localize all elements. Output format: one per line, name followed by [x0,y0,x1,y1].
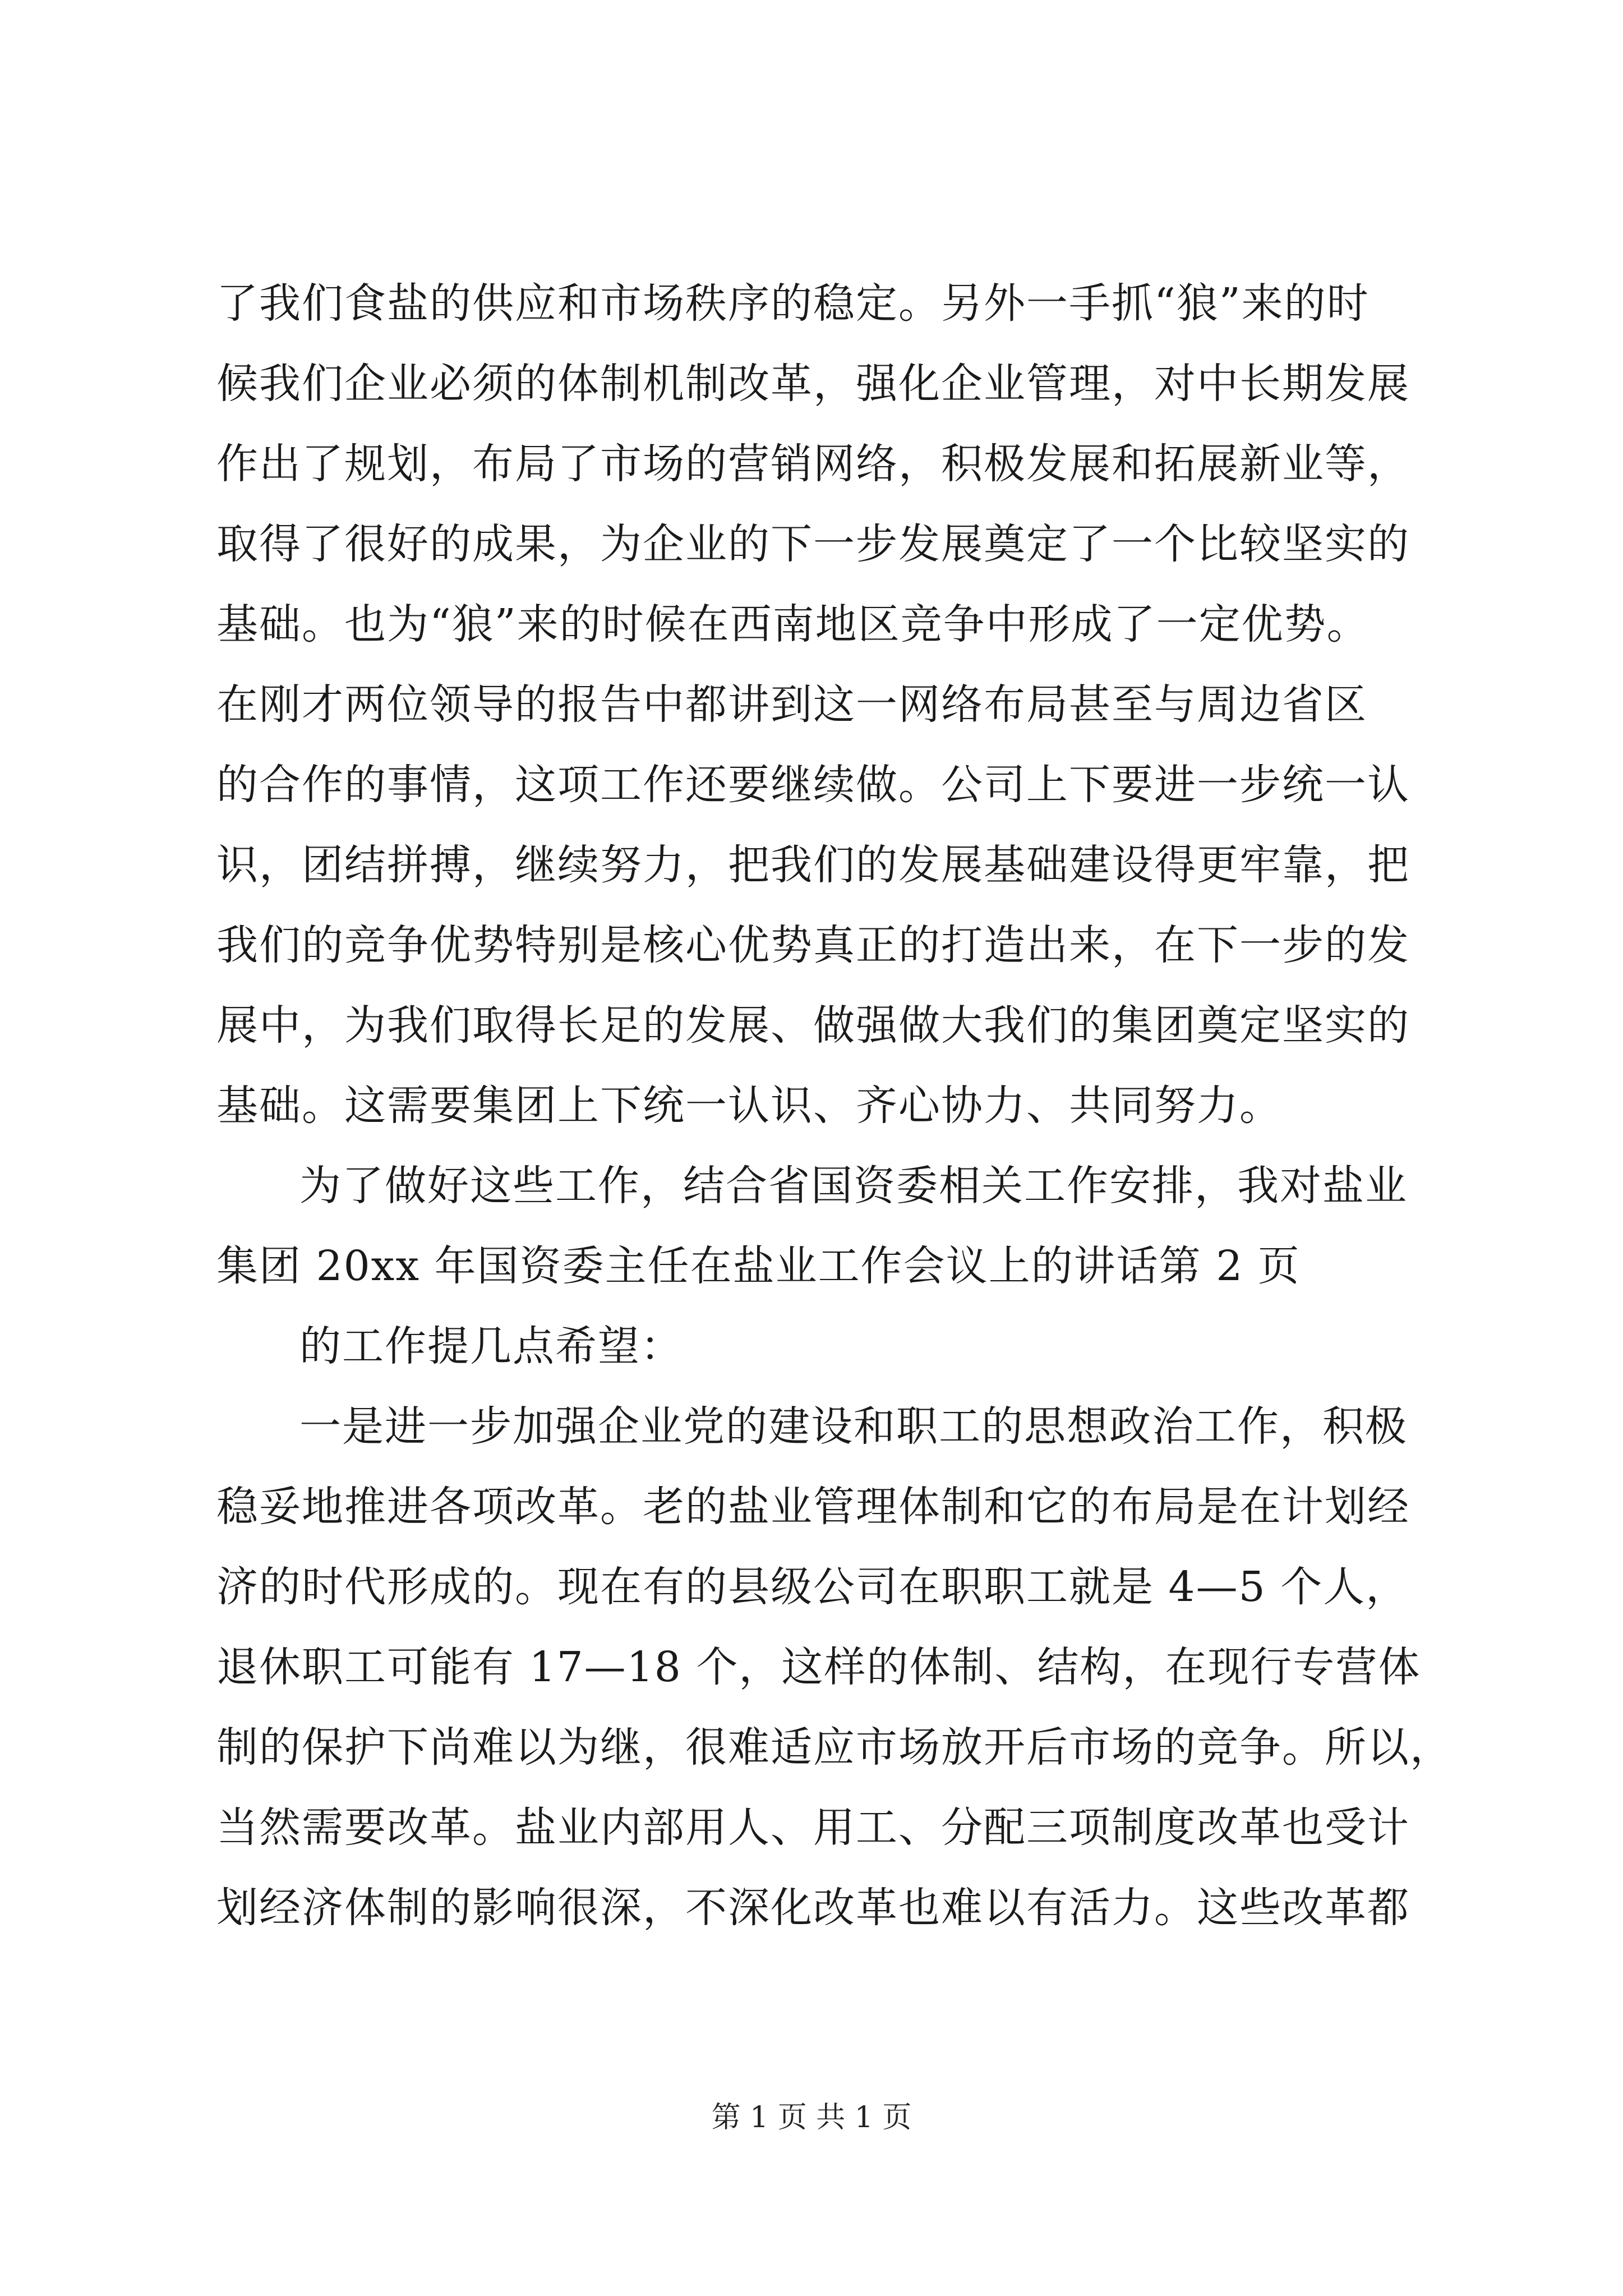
document-body [216,264,1453,1948]
text-line: 了我们食盐的供应和市场秩序的稳定。另外一手抓“狼”来的时 [216,279,1370,328]
text-line: 集团 20xx 年国资委主任在盐业工作会议上的讲话第 2 页 [216,1242,1301,1290]
text-line: 在刚才两位领导的报告中都讲到这一网络布局甚至与周边省区 [216,680,1367,729]
text-line: 我们的竞争优势特别是核心优势真正的打造出来，在下一步的发 [216,921,1410,969]
text-line: 的合作的事情，这项工作还要继续做。公司上下要进一步统一认 [216,761,1410,809]
text-line: 当然需要改革。盐业内部用人、用工、分配三项制度改革也受计 [216,1803,1410,1852]
page-number-footer: 第 1 页 共 1 页 [711,2101,912,2134]
text-line: 识，团结拼搏，继续努力，把我们的发展基础建设得更牢靠，把 [216,841,1410,889]
text-line: 取得了很好的成果，为企业的下一步发展奠定了一个比较坚实的 [216,520,1410,568]
text-line: 候我们企业必须的体制机制改革，强化企业管理，对中长期发展 [216,360,1410,408]
text-line: 划经济体制的影响很深，不深化改革也难以有活力。这些改革都 [216,1884,1410,1932]
text-line: 退休职工可能有 17—18 个，这样的体制、结构，在现行专营体 [216,1643,1421,1691]
text-line: 展中，为我们取得长足的发展、做强做大我们的集团奠定坚实的 [216,1001,1410,1050]
paragraph-start-line: 为了做好这些工作，结合省国资委相关工作安排，我对盐业 [299,1162,1408,1210]
text-line: 基础。这需要集团上下统一认识、齐心协力、共同努力。 [216,1082,1282,1130]
text-line: 稳妥地推进各项改革。老的盐业管理体制和它的布局是在计划经 [216,1483,1410,1531]
text-line: 济的时代形成的。现在有的县级公司在职职工就是 4—5 个人， [216,1563,1409,1611]
text-line: 制的保护下尚难以为继，很难适应市场放开后市场的竞争。所以， [216,1723,1453,1772]
text-line: 基础。也为“狼”来的时候在西南地区竞争中形成了一定优势。 [216,600,1370,648]
paragraph-start-line: 一是进一步加强企业党的建设和职工的思想政治工作，积极 [299,1402,1408,1451]
paragraph-start-line: 的工作提几点希望： [299,1322,683,1370]
text-line: 作出了规划，布局了市场的营销网络，积极发展和拓展新业等， [216,440,1410,488]
